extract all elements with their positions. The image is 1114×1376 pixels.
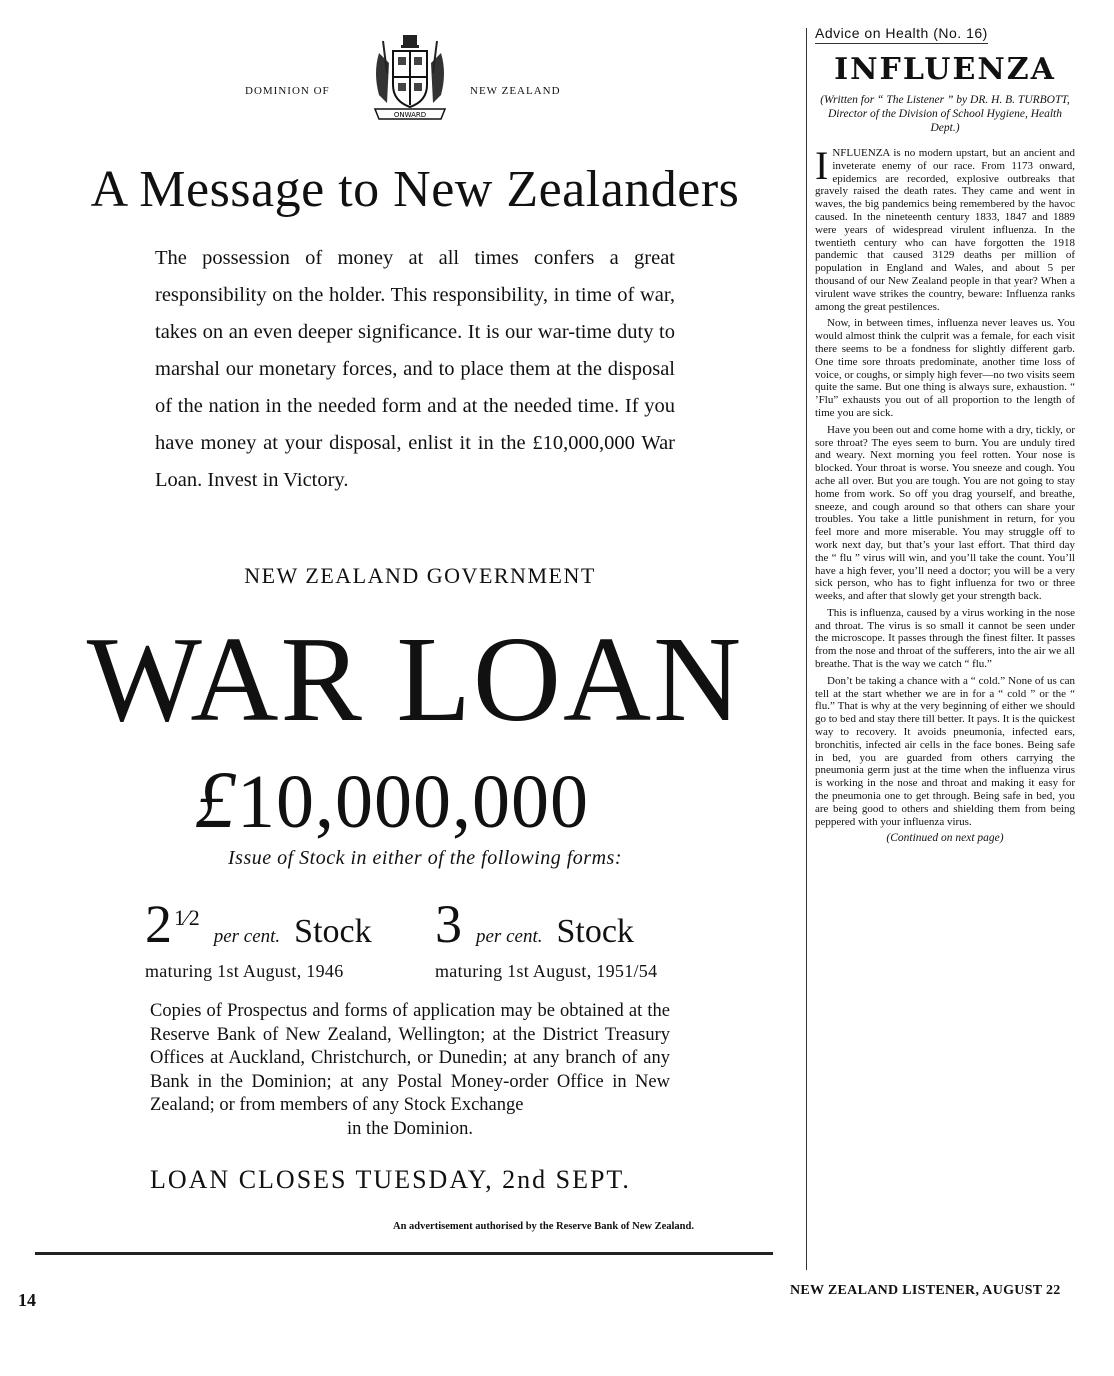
crest-header — [245, 33, 585, 128]
article-paragraph: INFLUENZA is no modern upstart, but an ancient and inveterate enemy of our race. From 1173 onward, epidemics are recorded, explosive outbreaks that gravely raised the death rates. They came and went in waves, the big pandemics being remembered by the havoc caused. In the nineteenth century 1833, 1847 and 1889 were years of widespread virulent influenza. In the twentieth century who can have forgotten the 1918 pandemic that caused 3129 deaths per million of population in England and Wales, and about 5 per thousand of our New Zealand people in that year? When a virulent wave strikes the country, beware: Influenza ranks among the great pestilences. — [815, 143, 1075, 313]
coat-of-arms-icon — [365, 33, 455, 125]
article-paragraph: Now, in between times, influenza never leaves us. You would almost think the culprit was a female, for each visit there seems to be a fondness for slightly different garb. One time sore throats predominate, another time loss of voice, or coughs, or simply high fever—no two visits seem quite the same. But one thing is always sure, exhaustion. “ ’Flu” exhausts you out of all proportion to the length of time you are sick. — [815, 317, 1075, 419]
drop-cap: I — [815, 143, 829, 188]
publication-footer: NEW ZEALAND LISTENER, AUGUST 22 — [790, 1283, 1061, 1298]
crest-motto: ONWARD — [393, 111, 427, 119]
article-series: Advice on Health (No. 16) — [815, 25, 988, 44]
stock1-label: Stock — [294, 913, 372, 950]
government-label: NEW ZEALAND GOVERNMENT — [244, 563, 596, 588]
crest-left-text: DOMINION OF — [245, 85, 330, 97]
stock2-maturing: maturing 1st August, 1951/54 — [435, 961, 658, 981]
amount-value: 10,000,000 — [237, 760, 589, 844]
prospectus-last-line: in the Dominion. — [347, 1118, 473, 1139]
loan-closes: LOAN CLOSES TUESDAY, 2nd SEPT. — [150, 1165, 631, 1194]
stock-option-2 — [435, 893, 755, 982]
war-loan-title: WAR LOAN — [86, 612, 744, 747]
issue-line: Issue of Stock in either of the following forms: — [228, 847, 622, 869]
war-loan-advert — [30, 25, 790, 1265]
stock2-per-cent: per cent. — [476, 926, 543, 947]
loan-amount — [195, 753, 589, 847]
article-paragraph: Have you been out and come home with a dry, tickly, or sore throat? The eyes seem to burn. You are unduly tired and weary. Next morning you feel rotten. Your nose is blocked. Your throat is worse. You sneeze and cough. You ache all over. But you are tough. You are not going to stay home from work. So off you drag yourself, and breathe, sneeze, and cough around so that others can share your troubles. You take a little punishment in return, for you feel more and more miserable. You may struggle off to work next day, but that’s your last effort. That third day the “ flu ” virus will win, and you’ll take the count. You’ll have a high fever, you’ll need a doctor; you will be a very sick person, who has to fight influenza for two or three weeks, and after that slowly get your strength back. — [815, 423, 1075, 603]
stock-option-1 — [145, 893, 405, 982]
article-paragraph: Don’t be taking a chance with a “ cold.” None of us can tell at the start whether we are in for a “ cold ” or the “ flu.” That is why at the very beginning of either we should go to bed and stay there till better. It pays. It is the quickest way to recovery. It avoids pneumonia, infected ears, bronchitis, infected air cells in the face bones. Being safe in bed, you are guarded from others carrying the pneumonia germ just at the time when the influenza virus is working in the nose and throat and making it easy for the pneumonia one to get through. Being safe in bed, you are being good to others and shielding them from being peppered with your influenza virus. — [815, 674, 1075, 828]
article-title: INFLUENZA — [834, 52, 1056, 87]
stock2-label: Stock — [556, 913, 634, 950]
page-divider — [35, 1252, 773, 1255]
column-divider — [806, 28, 807, 1270]
pound-symbol: £ — [195, 754, 237, 845]
page-number: 14 — [18, 1290, 36, 1310]
stock1-per-cent: per cent. — [213, 926, 281, 947]
article-byline: (Written for “ The Listener ” by DR. H. B. TURBOTT, Director of the Division of School Hygiene, Health Dept.) — [820, 94, 1070, 134]
crest-right-text: NEW ZEALAND — [470, 85, 561, 97]
advert-message: The possession of money at all times confers a great responsibility on the holder. This responsibility, in time of war, takes on an even deeper significance. It is our war-time duty to marshal our monetary forces, and to place them at the disposal of the nation in the needed form and at the needed time. If you have money at your disposal, enlist it in the £10,000,000 War Loan. Invest in Victory. — [155, 247, 675, 491]
authorised-note: An advertisement authorised by the Reserve Bank of New Zealand. — [393, 1221, 694, 1232]
article-paragraph: This is influenza, caused by a virus working in the nose and throat. The virus is so small it cannot be seen under the microscope. It passes through the finest filter. It passes from the nose and throat of the sufferers, into the air we all breathe. That is the way we catch “ flu.” — [815, 606, 1075, 671]
health-article — [815, 25, 1075, 844]
stock2-rate: 3 — [435, 894, 462, 954]
prospectus-text: Copies of Prospectus and forms of application may be obtained at the Reserve Bank of New Zealand, Wellington; at the District Treasury Offices at Auckland, Christchurch, or Dunedin; at any branch of any Bank in the Dominion; at any Postal Money-order Office in New Zealand; or from members of any Stock Exchange — [150, 1001, 670, 1115]
stock1-rate: 2 — [145, 894, 172, 954]
advert-headline: A Message to New Zealanders — [90, 161, 740, 218]
stock1-maturing: maturing 1st August, 1946 — [145, 961, 344, 981]
continued-note: (Continued on next page) — [886, 832, 1004, 845]
prospectus-info — [150, 1000, 670, 1141]
stock1-fraction: 1⁄2 — [174, 905, 200, 930]
